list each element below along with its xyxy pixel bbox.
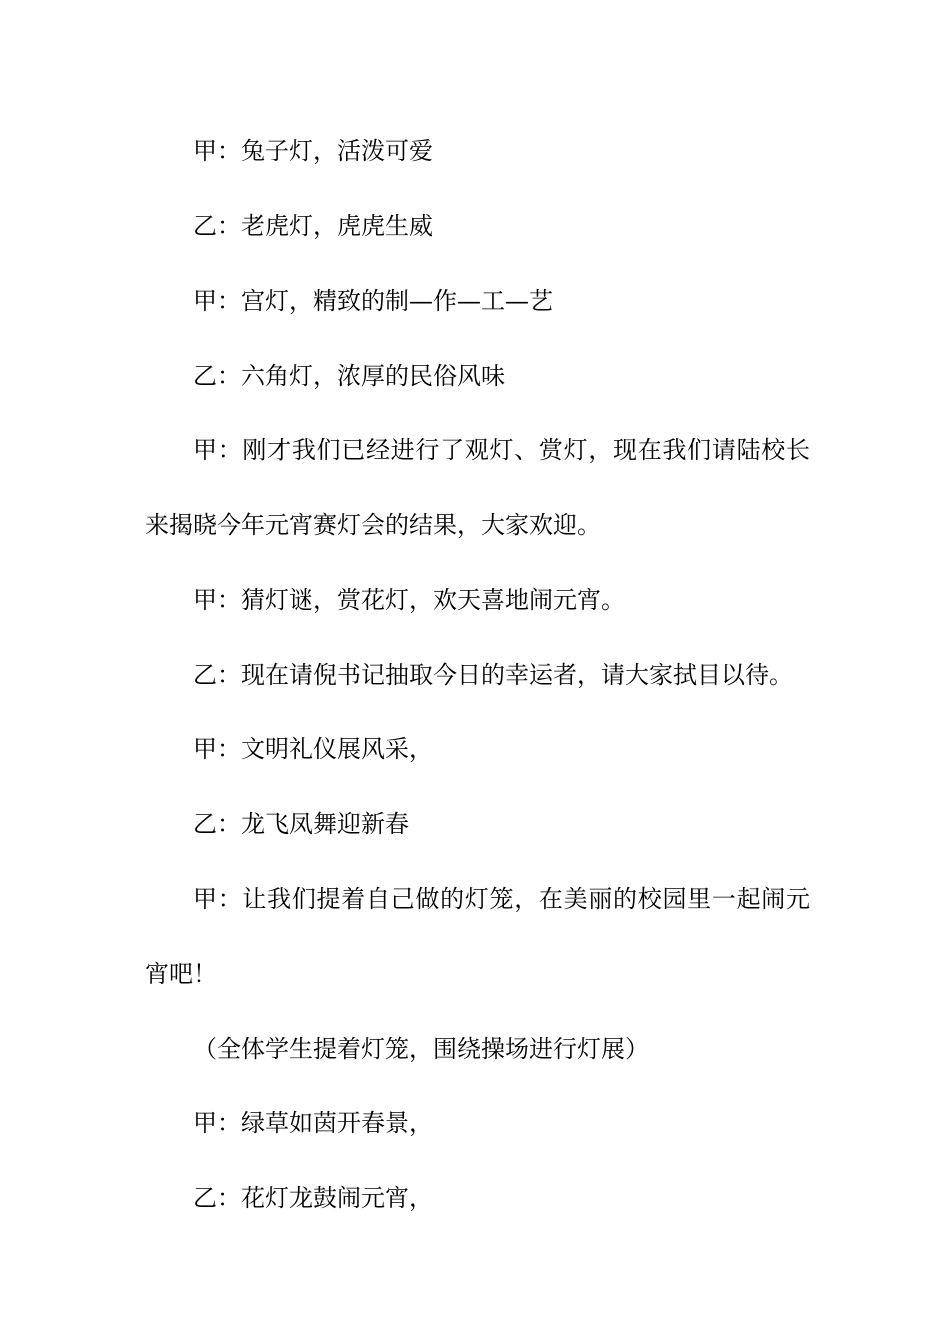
text-line: 甲：兔子灯，活泼可爱 xyxy=(193,137,433,165)
text-line: 甲：让我们提着自己做的灯笼，在美丽的校园里一起闹元 xyxy=(193,885,810,913)
text-line: 甲：文明礼仪展风采， xyxy=(193,735,433,763)
text-line: 乙：花灯龙鼓闹元宵， xyxy=(193,1184,433,1212)
text-line: 甲：刚才我们已经进行了观灯、赏灯，现在我们请陆校长 xyxy=(193,436,810,464)
text-line: 甲：宫灯，精致的制—作—工—艺 xyxy=(193,287,553,315)
text-line: 来揭晓今年元宵赛灯会的结果，大家欢迎。 xyxy=(145,511,601,539)
text-line: 乙：现在请倪书记抽取今日的幸运者，请大家拭目以待。 xyxy=(193,661,793,689)
text-line: 乙：龙飞凤舞迎新春 xyxy=(193,810,409,838)
text-line: 甲：绿草如茵开春景， xyxy=(193,1109,433,1137)
text-line: 宵吧！ xyxy=(145,960,217,988)
text-line: 乙：老虎灯，虎虎生威 xyxy=(193,212,433,240)
text-line: （全体学生提着灯笼，围绕操场进行灯展） xyxy=(193,1035,649,1063)
text-line: 乙：六角灯，浓厚的民俗风味 xyxy=(193,362,505,390)
text-line: 甲：猜灯谜，赏花灯，欢天喜地闹元宵。 xyxy=(193,586,625,614)
